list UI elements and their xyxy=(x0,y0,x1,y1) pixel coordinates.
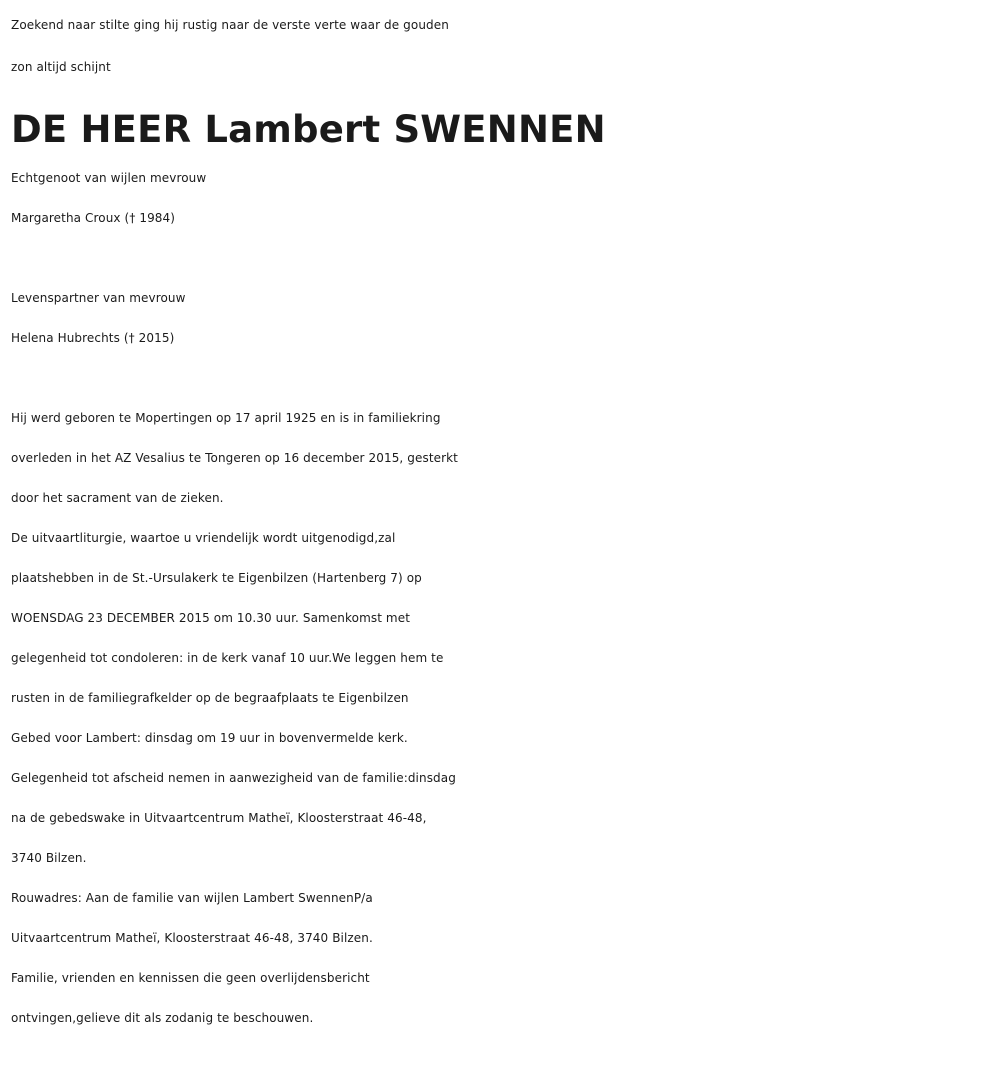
body-line: Uitvaartcentrum Matheï, Kloosterstraat 46-48, 3740 Bilzen. xyxy=(11,931,373,945)
body-line: De uitvaartliturgie, waartoe u vriendelijk wordt uitgenodigd,zal xyxy=(11,531,396,545)
body-line: Gebed voor Lambert: dinsdag om 19 uur in bovenvermelde kerk. xyxy=(11,731,408,745)
body-line: Familie, vrienden en kennissen die geen overlijdensbericht xyxy=(11,971,370,985)
motto-line: Zoekend naar stilte ging hij rustig naar de verste verte waar de gouden xyxy=(11,18,449,32)
spouse-label: Echtgenoot van wijlen mevrouw xyxy=(11,171,207,185)
spacer xyxy=(11,358,991,398)
body-line: ontvingen,gelieve dit als zodanig te beschouwen. xyxy=(11,1011,314,1025)
partner-name: Helena Hubrechts († 2015) xyxy=(11,331,175,345)
body-line: gelegenheid tot condoleren: in de kerk vanaf 10 uur.We leggen hem te xyxy=(11,651,444,665)
body-line: Hij werd geboren te Mopertingen op 17 april 1925 en is in familiekring xyxy=(11,411,441,425)
body-line: 3740 Bilzen. xyxy=(11,851,87,865)
body-line: rusten in de familiegrafkelder op de begraafplaats te Eigenbilzen xyxy=(11,691,409,705)
body-line: Gelegenheid tot afscheid nemen in aanwezigheid van de familie:dinsdag xyxy=(11,771,456,785)
spouse-name: Margaretha Croux († 1984) xyxy=(11,211,176,225)
obituary-document xyxy=(11,4,991,1038)
body-line: door het sacrament van de zieken. xyxy=(11,491,224,505)
spacer xyxy=(11,238,991,278)
partner-label: Levenspartner van mevrouw xyxy=(11,291,186,305)
body-line: plaatshebben in de St.-Ursulakerk te Eigenbilzen (Hartenberg 7) op xyxy=(11,571,422,585)
body-line: na de gebedswake in Uitvaartcentrum Matheï, Kloosterstraat 46-48, xyxy=(11,811,427,825)
body-line: overleden in het AZ Vesalius te Tongeren op 16 december 2015, gesterkt xyxy=(11,451,458,465)
deceased-name: DE HEER Lambert SWENNEN xyxy=(11,108,606,151)
body-line: Rouwadres: Aan de familie van wijlen Lambert SwennenP/a xyxy=(11,891,373,905)
body-line: WOENSDAG 23 DECEMBER 2015 om 10.30 uur. Samenkomst met xyxy=(11,611,411,625)
motto-line: zon altijd schijnt xyxy=(11,60,111,74)
